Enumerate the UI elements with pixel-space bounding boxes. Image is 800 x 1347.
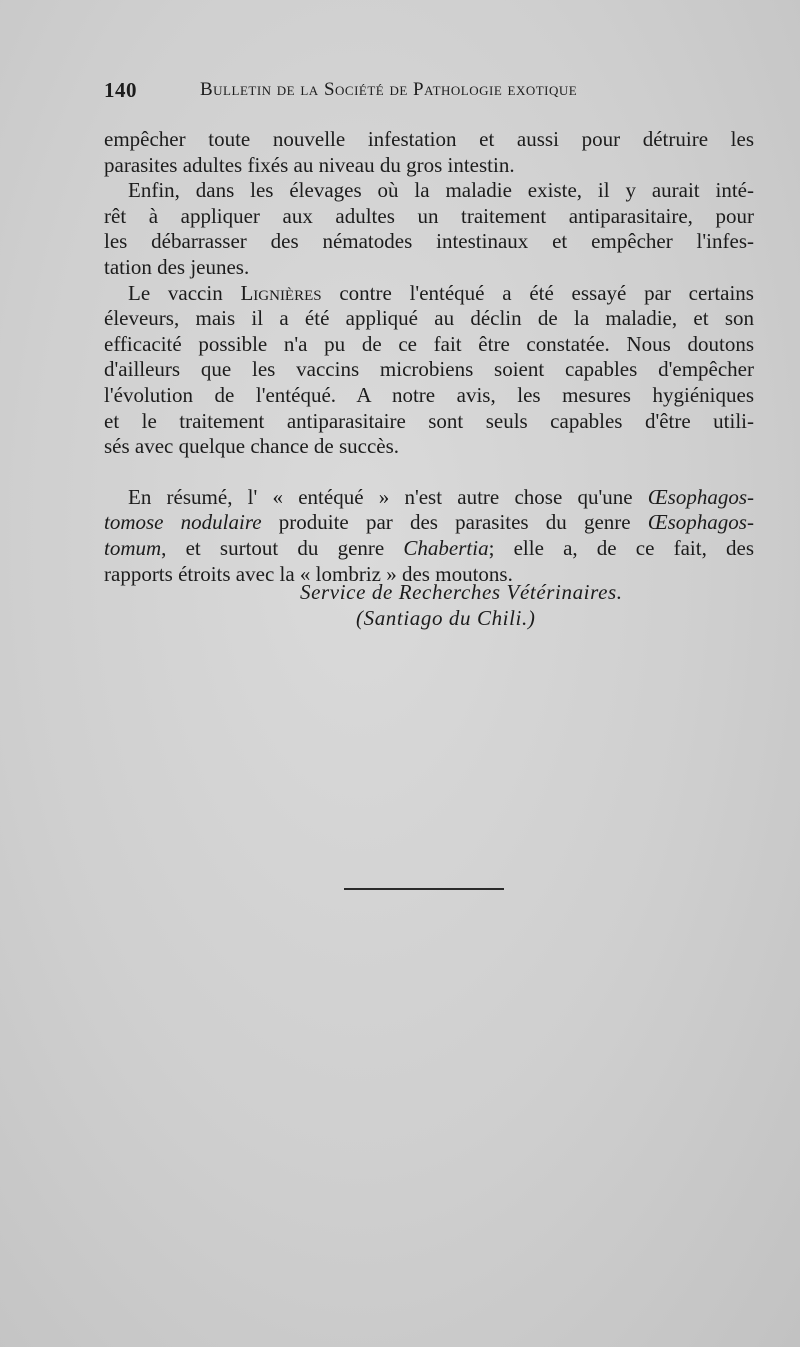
text-line: tation des jeunes. [104,254,250,279]
disease-name: tomose nodulaire [104,510,262,535]
text-line: les débarrasser des nématodes intestinaux et empêcher l'infes- [104,229,754,254]
paragraph-gap [104,460,754,485]
text-line: Enfin, dans les élevages où la maladie existe, il y aurait inté- [128,178,754,203]
page-number: 140 [104,78,137,102]
author-name: Lignières [240,280,322,305]
section-divider [344,888,504,890]
running-head [104,78,754,108]
body-text [104,127,754,587]
text-line: efficacité possible n'a pu de ce fait être constatée. Nous doutons [104,331,754,356]
signature-institution: Service de Recherches Vétérinaires. [300,580,623,604]
text-fragment: Le vaccin [128,280,241,305]
signature-location: (Santiago du Chili.) [356,606,536,630]
text-line: rapports étroits avec la « lombriz » des moutons. [104,561,513,586]
text-fragment: En résumé, l' « entéqué » n'est autre chose qu'une [128,484,648,509]
genus-name: Œsophagos- [647,484,754,509]
text-line [104,281,754,307]
text-line: parasites adultes fixés au niveau du gros intestin. [104,152,515,177]
genus-name: Chabertia [403,535,489,560]
text-line [104,485,754,511]
text-line: l'évolution de l'entéqué. A notre avis, les mesures hygiéniques [104,382,754,407]
genus-name: tomum [104,535,162,560]
text-line: et le traitement antiparasitaire sont seuls capables d'être utili- [104,408,754,433]
text-line: empêcher toute nouvelle infestation et aussi pour détruire les [104,127,754,151]
text-line [104,510,754,536]
text-fragment: produite par des parasites du genre [261,510,648,535]
genus-name: Œsophagos- [647,510,754,535]
text-fragment: , et surtout du genre [161,535,404,560]
text-line: d'ailleurs que les vaccins microbiens soient capables d'empêcher [104,357,754,382]
text-fragment: ; elle a, de ce fait, des [488,535,755,560]
text-line: éleveurs, mais il a été appliqué au déclin de la maladie, et son [104,306,754,331]
text-line: sés avec quelque chance de succès. [104,434,400,459]
journal-title: Bulletin de la Société de Pathologie exotique [200,79,578,100]
text-line [104,536,754,562]
text-line: rêt à appliquer aux adultes un traitement antiparasitaire, pour [104,203,754,228]
text-fragment: contre l'entéqué a été essayé par certains [321,280,754,305]
